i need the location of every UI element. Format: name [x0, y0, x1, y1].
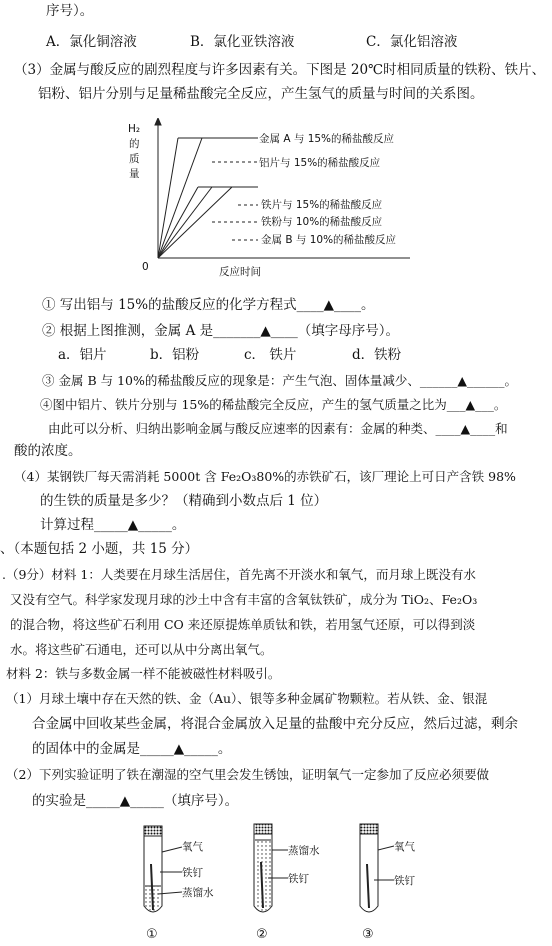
option-c: C．氯化铝溶液 — [366, 34, 458, 50]
sub-q2: ② 根据上图推测，金属 A 是_______▲____（填字母序号）。 — [42, 323, 400, 339]
curve-fe-powder — [158, 187, 212, 258]
tube1-label-water: 蒸馏水 — [182, 887, 214, 899]
part2-line1: （2）下列实验证明了铁在潮湿的空气里会发生锈蚀，证明氧气一定参加了反应必须要做 — [6, 767, 489, 782]
tube3-label-oxygen: 氧气 — [394, 841, 415, 853]
material1-line3: 的混合物，将这些矿石利用 CO 来还原提炼单质钛和铁，若用氢气还原，可以得到淡 — [10, 617, 476, 632]
part1-line3: 的固体中的金属是_____▲_____。 — [32, 741, 232, 757]
q4-line2: 的生铁的质量是多少？（精确到小数点后 1 位） — [40, 493, 328, 509]
y-axis-label-2: 的 — [129, 138, 140, 150]
tube2-label-nail: 铁钉 — [288, 873, 309, 885]
sub-q2-opt-a: a．铝片 — [58, 347, 107, 363]
sub-q2-opt-c: c． 铁片 — [244, 347, 297, 363]
sub-q5-line2: 酸的浓度。 — [14, 443, 82, 459]
legend-fe-sheet: 铁片与 15%的稀盐酸反应 — [261, 199, 383, 211]
reaction-graph — [120, 118, 420, 283]
tube3-number: ③ — [362, 927, 374, 942]
q4-line3: 计算过程_____▲_____。 — [40, 517, 186, 533]
sub-q2-opt-d: d．铁粉 — [352, 347, 402, 363]
tube1-label-nail: 铁钉 — [182, 867, 203, 879]
material2: 材料 2：铁与多数金属一样不能被磁性材料吸引。 — [6, 666, 281, 681]
sub-q2-opt-b: b．铝粉 — [150, 347, 200, 363]
sub-q5-line1: 由此可以分析、归纳出影响金属与酸反应速率的因素有：金属的种类、____▲____和 — [48, 421, 508, 436]
tube-3 — [360, 824, 394, 912]
tube1-number: ① — [146, 927, 158, 942]
y-axis-label-3: 质 — [129, 153, 140, 165]
tube-1 — [144, 826, 182, 912]
tube2-label-water: 蒸馏水 — [288, 845, 320, 857]
sub-q1: ① 写出铝与 15%的盐酸反应的化学方程式____▲____。 — [42, 297, 375, 313]
sub-q3: ③ 金属 B 与 10%的稀盐酸反应的现象是：产生气泡、固体量减少、______▲______。 — [42, 373, 517, 388]
origin-label: 0 — [142, 261, 149, 273]
material1-line4: 水。将这些矿石通电，还可以从中分离出氧气。 — [10, 642, 273, 657]
part1-line1: （1）月球土壤中存在天然的铁、金（Au）、银等多种金属矿物颗粒。若从铁、金、银混 — [6, 691, 488, 706]
q3-intro-line2: 铝粉、铝片分别与足量稀盐酸完全反应，产生氢气的质量与时间的关系图。 — [38, 86, 484, 102]
q3-intro-line1: （3）金属与酸反应的剧烈程度与许多因素有关。下图是 20℃时相同质量的铁粉、铁片、 — [14, 62, 546, 78]
legend-metal-b: 金属 B 与 10%的稀盐酸反应 — [261, 234, 397, 246]
legend-al-sheet: 铝片与 15%的稀盐酸反应 — [259, 157, 381, 169]
q4-line1: （4）某钢铁厂每天需消耗 5000t 含 Fe₂O₃80%的赤铁矿石，该厂理论上可日产含铁 98% — [14, 469, 516, 484]
legend-fe-powder: 铁粉与 10%的稀盐酸反应 — [261, 216, 383, 228]
option-b: B．氯化亚铁溶液 — [190, 34, 295, 50]
part1-line2: 合金属中回收某些金属，将混合金属放入足量的盐酸中充分反应，然后过滤，剩余 — [32, 716, 518, 732]
tube1-label-oxygen: 氧气 — [182, 841, 203, 853]
tube2-number: ② — [256, 927, 268, 942]
legend-metal-a: 金属 A 与 15%的稀盐酸反应 — [259, 133, 395, 145]
test-tube-figure — [120, 820, 440, 944]
tube-2 — [254, 824, 288, 912]
curve-al-sheet — [158, 138, 202, 258]
part2-line2: 的实验是_____▲_____（填序号）。 — [32, 793, 239, 809]
sub-q4: ④图中铝片、铁片分别与 15%的稀盐酸完全反应，产生的氢气质量之比为___▲___。 — [40, 397, 507, 412]
iron-nail — [367, 864, 369, 908]
y-axis-label-4: 量 — [129, 168, 140, 180]
option-a: A．氯化铜溶液 — [46, 34, 137, 50]
y-axis-label-1: H₂ — [128, 123, 141, 135]
material1-line1: .（9分）材料 1：人类要在月球生活居住，首先离不开淡水和氧气，而月球上既没有水 — [2, 567, 476, 582]
x-axis-label: 反应时间 — [219, 266, 261, 278]
section-title: 、（本题包括 2 小题，共 15 分） — [0, 541, 199, 557]
material1-line2: 又没有空气。科学家发现月球的沙土中含有丰富的含氧钛铁矿，成分为 TiO₂、Fe₂O₃ — [10, 592, 478, 607]
text-line: 序号）。 — [46, 3, 94, 19]
tube3-label-nail: 铁钉 — [394, 875, 415, 887]
